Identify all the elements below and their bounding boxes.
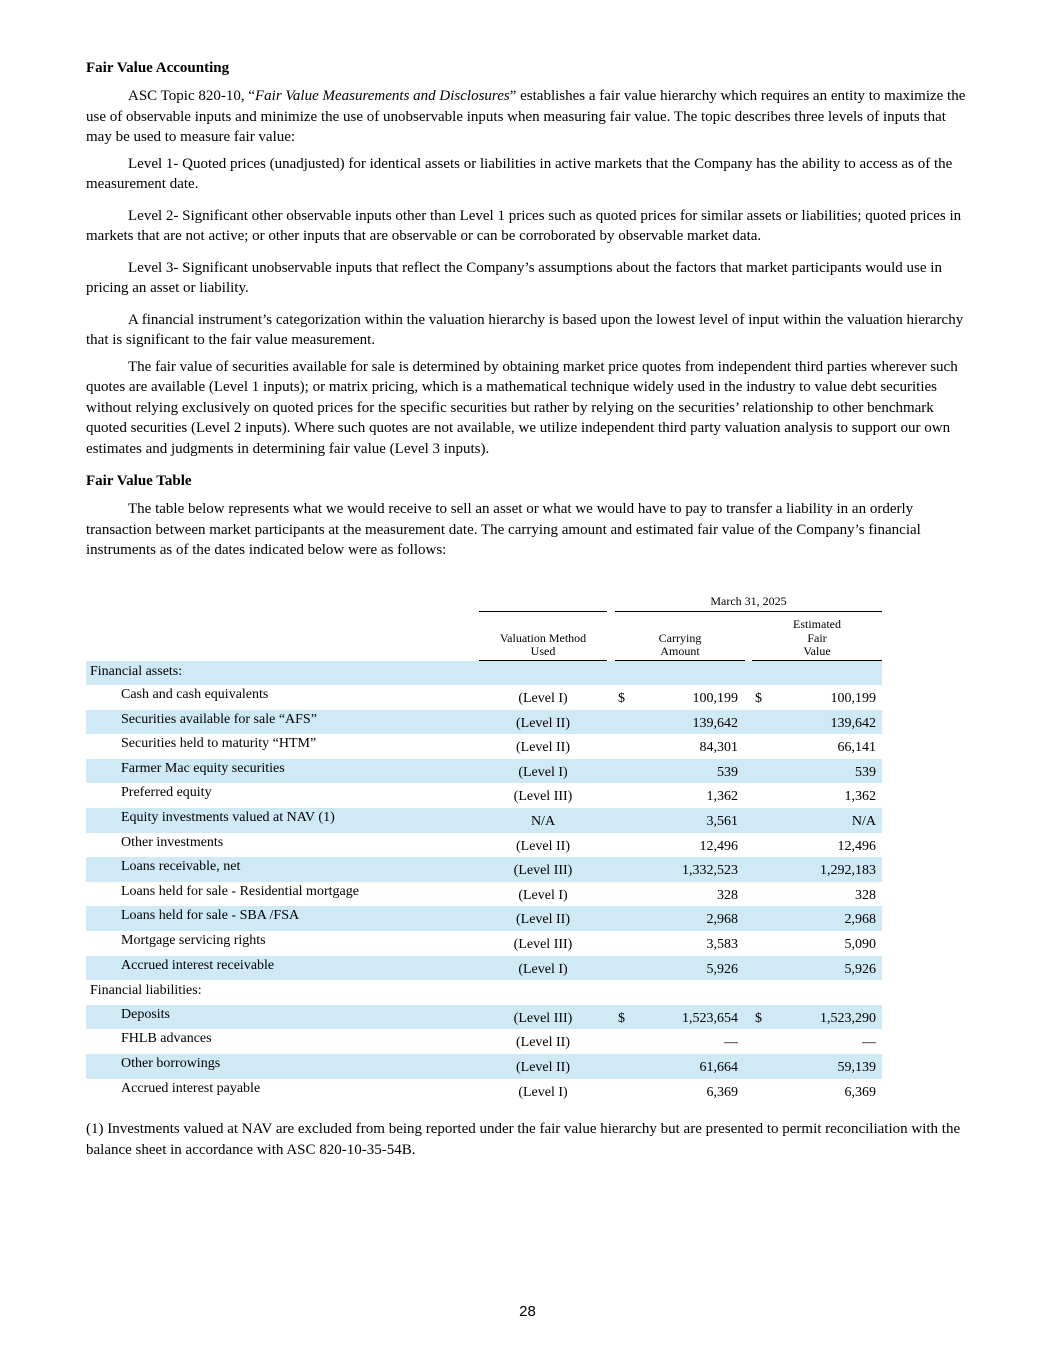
column-header-estimated-fair-value: Estimated Fair Value <box>793 617 841 658</box>
table-row <box>86 710 882 735</box>
row-label: Other investments <box>121 834 224 850</box>
asc-title-italic: Fair Value Measurements and Disclosures <box>255 88 510 104</box>
method-header-top-rule <box>479 611 607 612</box>
row-label: Loans held for sale - Residential mortgage <box>121 883 359 899</box>
section-label: Financial assets: <box>90 663 183 679</box>
table-row <box>86 857 882 882</box>
carrying-amount-cell: 328 <box>717 887 738 903</box>
carrying-amount-cell: 3,583 <box>706 937 738 953</box>
fair-value-cell: 1,362 <box>844 789 876 805</box>
valuation-method-cell: (Level I) <box>518 961 568 977</box>
level1-paragraph: Level 1- Quoted prices (unadjusted) for identical assets or liabilities in active markets that the Company has the ability to access as of the measurement date. <box>86 155 953 192</box>
table-row <box>86 808 882 833</box>
table-body <box>86 661 882 1104</box>
fair-value-cell: 1,292,183 <box>820 863 876 879</box>
section-heading-fair-value-table: Fair Value Table <box>86 473 192 489</box>
carrying-amount-cell: 84,301 <box>699 740 738 756</box>
valuation-method-cell: (Level I) <box>518 887 568 903</box>
carrying-amount-cell: 5,926 <box>706 961 738 977</box>
valuation-method-cell: (Level III) <box>513 937 573 953</box>
afs-method-paragraph: The fair value of securities available for sale is determined by obtaining market price quotes from independent third parties wherever such quotes are available (Level 1 inputs); or matrix pricing, which is a mathematical technique widely used in the industry to value debt securities without relying exclusively on quoted prices for the specific securities but rather by relying on the securities’ relationship to other benchmark quoted securities (Level 2 inputs). Where such quotes are not available, we utilize independent third party valuation analysis to support our own estimates and judgments in determining fair value (Level 3 inputs). <box>86 358 958 457</box>
fair-value-cell: 328 <box>855 887 876 903</box>
valuation-method-cell: (Level I) <box>518 691 568 707</box>
row-label: Loans held for sale - SBA /FSA <box>121 908 300 924</box>
valuation-method-cell: (Level II) <box>515 838 571 854</box>
table-row <box>86 906 882 931</box>
fair-value-cell: 100,199 <box>830 691 876 707</box>
categorization-paragraph: A financial instrument’s categorization within the valuation hierarchy is based upon the lowest level of input within the valuation hierarchy that is significant to the fair value measurement. <box>86 311 964 348</box>
asc-intro-suffix: ” establishes a fair value hierarchy which requires an entity to maximize the use of observable inputs and minimize the use of unobservable inputs when measuring fair value. The topic describes three levels of inputs that may be used to measure fair value: <box>86 88 966 145</box>
fair-value-cell: 6,369 <box>844 1084 876 1100</box>
financial-liabilities-header-row <box>86 980 882 1005</box>
fair-value-cell: — <box>862 1035 876 1051</box>
valuation-method-cell: (Level I) <box>518 764 568 780</box>
fair-value-cell: 5,926 <box>844 961 876 977</box>
financial-assets-header-row <box>86 661 882 686</box>
table-row <box>86 1029 882 1054</box>
fair-value-cell: 1,523,290 <box>820 1010 876 1026</box>
table-row <box>86 882 882 907</box>
date-header: March 31, 2025 <box>710 593 787 608</box>
carrying-currency-symbol: $ <box>618 691 625 707</box>
table-row <box>86 734 882 759</box>
carrying-currency-symbol: $ <box>618 1010 625 1026</box>
fair-value-cell: 2,968 <box>844 912 876 928</box>
table-date-header-row <box>86 593 882 613</box>
table-column-header-row <box>86 613 882 661</box>
row-label: FHLB advances <box>121 1031 212 1047</box>
valuation-method-cell: (Level II) <box>515 912 571 928</box>
row-label: Deposits <box>121 1006 170 1022</box>
carrying-amount-cell: 1,523,654 <box>682 1010 738 1026</box>
carrying-amount-cell: 3,561 <box>706 814 738 830</box>
fair-value-cell: 66,141 <box>837 740 876 756</box>
section-label: Financial liabilities: <box>90 983 202 999</box>
table-row <box>86 1079 882 1104</box>
fair-value-cell: 139,642 <box>830 715 876 731</box>
valuation-method-cell: (Level II) <box>515 1035 571 1051</box>
valuation-method-cell: (Level II) <box>515 1060 571 1075</box>
valuation-method-cell: (Level III) <box>513 789 573 805</box>
fair-value-cell: 5,090 <box>844 937 876 953</box>
column-header-valuation-method: Valuation Method Used <box>499 630 587 658</box>
table-row <box>86 833 882 858</box>
asc-topic-paragraph <box>86 86 970 148</box>
fair-value-cell: 59,139 <box>837 1060 876 1075</box>
table-row <box>86 759 882 784</box>
level3-paragraph: Level 3- Significant unobservable inputs that reflect the Company’s assumptions about the factors that market participants would use in pricing an asset or liability. <box>86 259 942 296</box>
carrying-amount-cell: — <box>724 1035 738 1051</box>
carrying-amount-cell: 2,968 <box>706 912 738 928</box>
row-label: Loans receivable, net <box>121 859 241 875</box>
row-label: Securities held to maturity “HTM” <box>121 736 317 752</box>
table-row <box>86 931 882 956</box>
fair-value-table <box>86 593 882 1104</box>
carrying-amount-cell: 1,362 <box>706 789 738 805</box>
row-label: Accrued interest receivable <box>121 957 275 973</box>
fair-value-cell: 539 <box>855 764 876 780</box>
fair-value-currency-symbol: $ <box>755 1010 762 1026</box>
level2-paragraph: Level 2- Significant other observable inputs other than Level 1 prices such as quoted prices for similar assets or liabilities; quoted prices in markets that are not active; or other inputs that are observable or can be corroborated by observable market data. <box>86 207 962 244</box>
carrying-amount-cell: 539 <box>717 764 738 780</box>
footnote: (1) Investments valued at NAV are excluded from being reported under the fair value hierarchy but are presented to permit reconciliation with the balance sheet in accordance with ASC 820-10-35-54B. <box>86 1121 961 1158</box>
row-label: Cash and cash equivalents <box>121 687 269 703</box>
carrying-amount-cell: 1,332,523 <box>682 863 738 879</box>
carrying-amount-cell: 139,642 <box>692 715 738 731</box>
asc-intro-prefix: ASC Topic 820-10, “ <box>128 88 256 104</box>
row-label: Securities available for sale “AFS” <box>121 711 317 727</box>
carrying-amount-cell: 6,369 <box>706 1084 738 1100</box>
valuation-method-cell: (Level III) <box>513 1010 573 1026</box>
row-label: Equity investments valued at NAV (1) <box>121 810 335 826</box>
page-number: 28 <box>519 1303 536 1320</box>
carrying-amount-cell: 61,664 <box>699 1060 738 1075</box>
document-page <box>86 58 970 1160</box>
fair-value-cell: N/A <box>851 814 876 830</box>
carrying-amount-cell: 12,496 <box>699 838 738 854</box>
section-heading-fair-value-accounting: Fair Value Accounting <box>86 60 230 76</box>
table-row <box>86 783 882 808</box>
row-label: Farmer Mac equity securities <box>121 760 285 776</box>
valuation-method-cell: (Level II) <box>515 740 571 756</box>
carrying-amount-cell: 100,199 <box>692 691 738 707</box>
table-row <box>86 1005 882 1030</box>
row-label: Other borrowings <box>121 1056 221 1071</box>
fair-value-currency-symbol: $ <box>755 691 762 707</box>
row-label: Preferred equity <box>121 785 212 801</box>
date-header-rule <box>615 611 882 612</box>
valuation-method-cell: N/A <box>530 814 556 830</box>
table-row <box>86 956 882 981</box>
fair-value-cell: 12,496 <box>837 838 876 854</box>
row-label: Mortgage servicing rights <box>121 933 266 949</box>
valuation-method-cell: (Level I) <box>518 1084 568 1100</box>
valuation-method-cell: (Level III) <box>513 863 573 879</box>
table-row <box>86 685 882 710</box>
table-row <box>86 1054 882 1079</box>
column-header-carrying-amount: Carrying Amount <box>658 630 702 658</box>
valuation-method-cell: (Level II) <box>515 715 571 731</box>
fair-value-table-intro: The table below represents what we would receive to sell an asset or what we would have to pay to transfer a liability in an orderly transaction between market participants at the measurement date. The carrying amount and estimated fair value of the Company’s financial instruments as of the dates indicated below were as follows: <box>86 501 921 558</box>
row-label: Accrued interest payable <box>121 1080 261 1096</box>
